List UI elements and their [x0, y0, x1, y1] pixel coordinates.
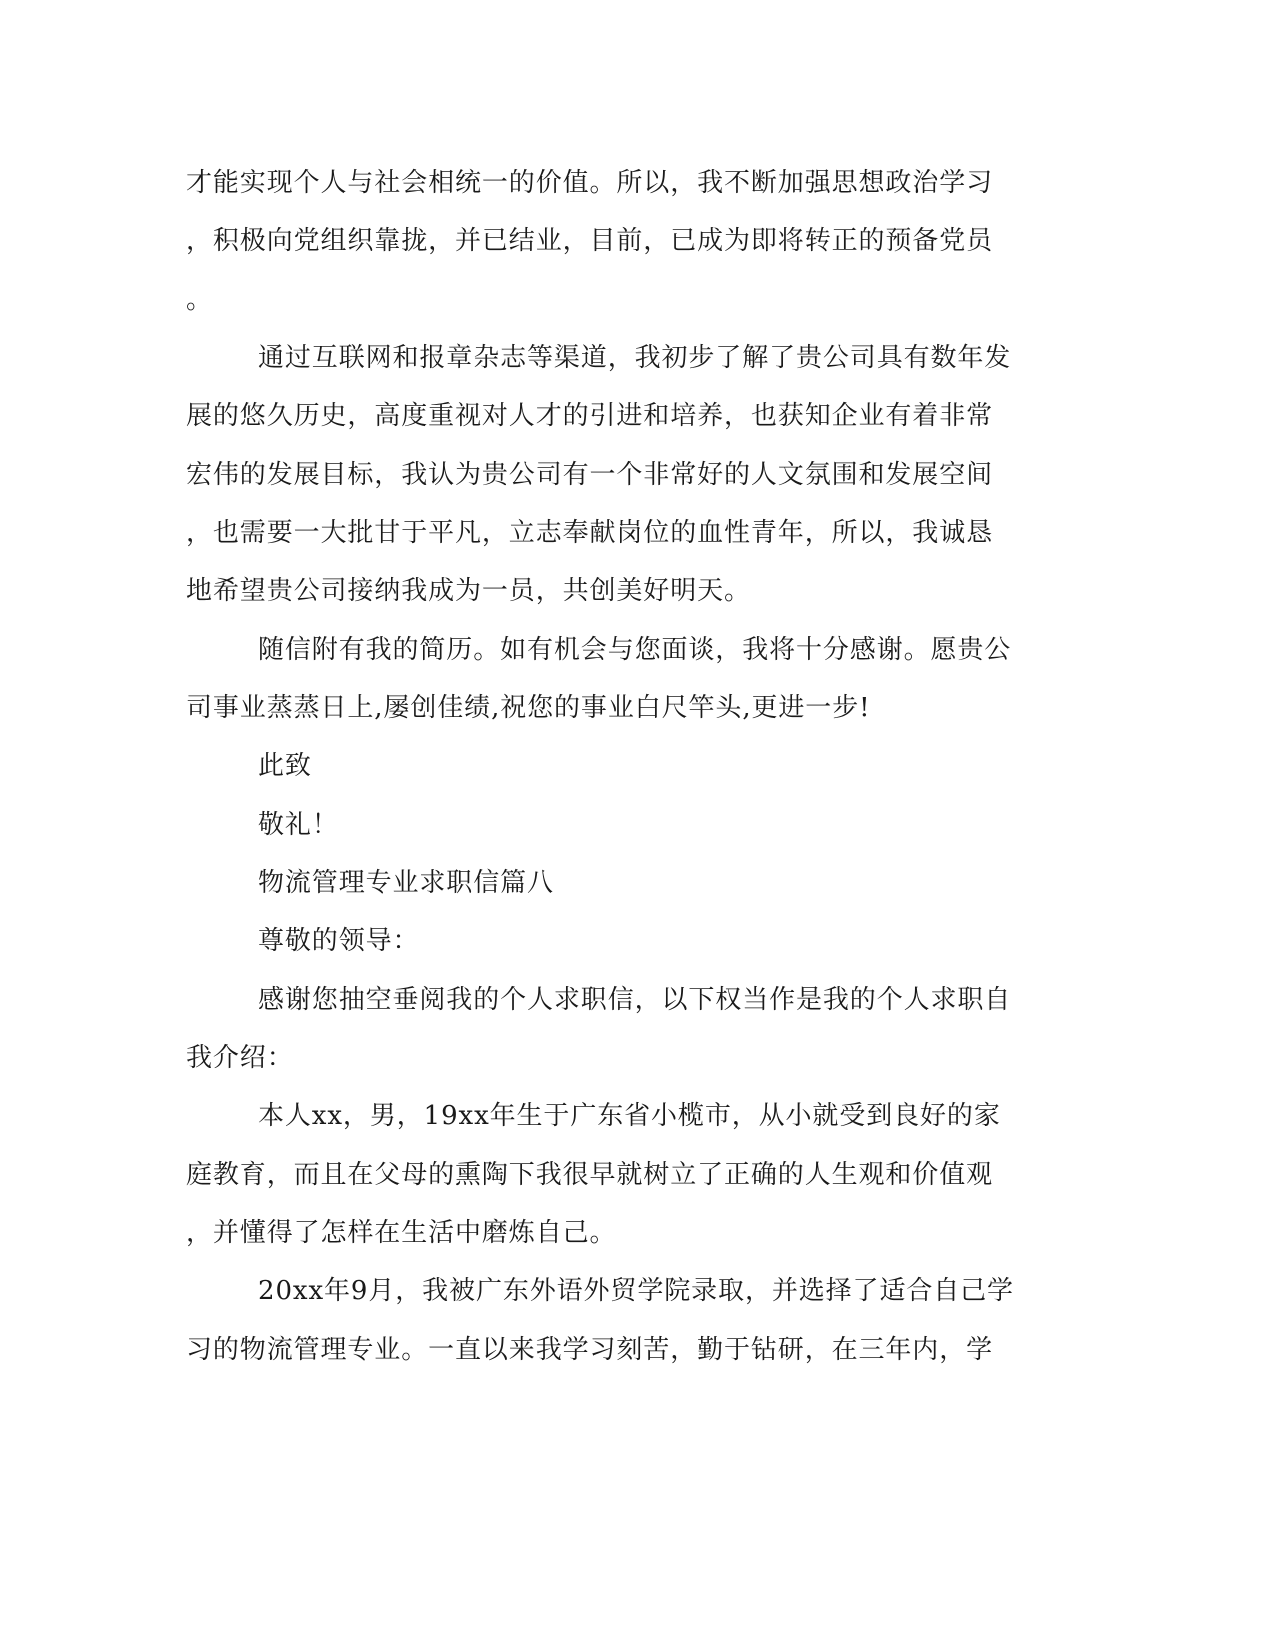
closing-regards: 敬礼！: [258, 810, 339, 840]
text-line: 庭教育，而且在父母的熏陶下我很早就树立了正确的人生观和价值观: [186, 1160, 994, 1190]
text-line: ，积极向党组织靠拢，并已结业，目前，已成为即将转正的预备党员: [186, 226, 994, 256]
text-line: 才能实现个人与社会相统一的价值。所以，我不断加强思想政治学习: [186, 168, 994, 198]
text-line: 20xx年9月，我被广东外语外贸学院录取，并选择了适合自己学: [258, 1276, 1014, 1306]
section-title: 物流管理专业求职信篇八: [258, 868, 554, 898]
text-line: 展的悠久历史，高度重视对人才的引进和培养，也获知企业有着非常: [186, 401, 994, 431]
text-line: 随信附有我的简历。如有机会与您面谈，我将十分感谢。愿贵公: [258, 635, 1012, 665]
text-line: 习的物流管理专业。一直以来我学习刻苦，勤于钻研，在三年内，学: [186, 1335, 994, 1365]
greeting: 尊敬的领导：: [258, 926, 420, 956]
text-line: ，也需要一大批甘于平凡，立志奉献岗位的血性青年，所以，我诚恳: [186, 518, 994, 548]
text-line: 宏伟的发展目标，我认为贵公司有一个非常好的人文氛围和发展空间: [186, 460, 994, 490]
text-line: 地希望贵公司接纳我成为一员，共创美好明天。: [186, 576, 751, 606]
text-line: 司事业蒸蒸日上,屡创佳绩,祝您的事业白尺竿头,更进一步!: [186, 693, 871, 723]
text-line: 通过互联网和报章杂志等渠道，我初步了解了贵公司具有数年发: [258, 343, 1012, 373]
text-line: 感谢您抽空垂阅我的个人求职信，以下权当作是我的个人求职自: [258, 985, 1012, 1015]
closing-salutation: 此致: [258, 751, 312, 781]
text-line: 本人xx，男，19xx年生于广东省小榄市，从小就受到良好的家: [258, 1101, 1001, 1131]
text-line: ，并懂得了怎样在生活中磨炼自己。: [186, 1218, 617, 1248]
text-line: 。: [186, 285, 213, 315]
text-line: 我介绍：: [186, 1043, 294, 1073]
